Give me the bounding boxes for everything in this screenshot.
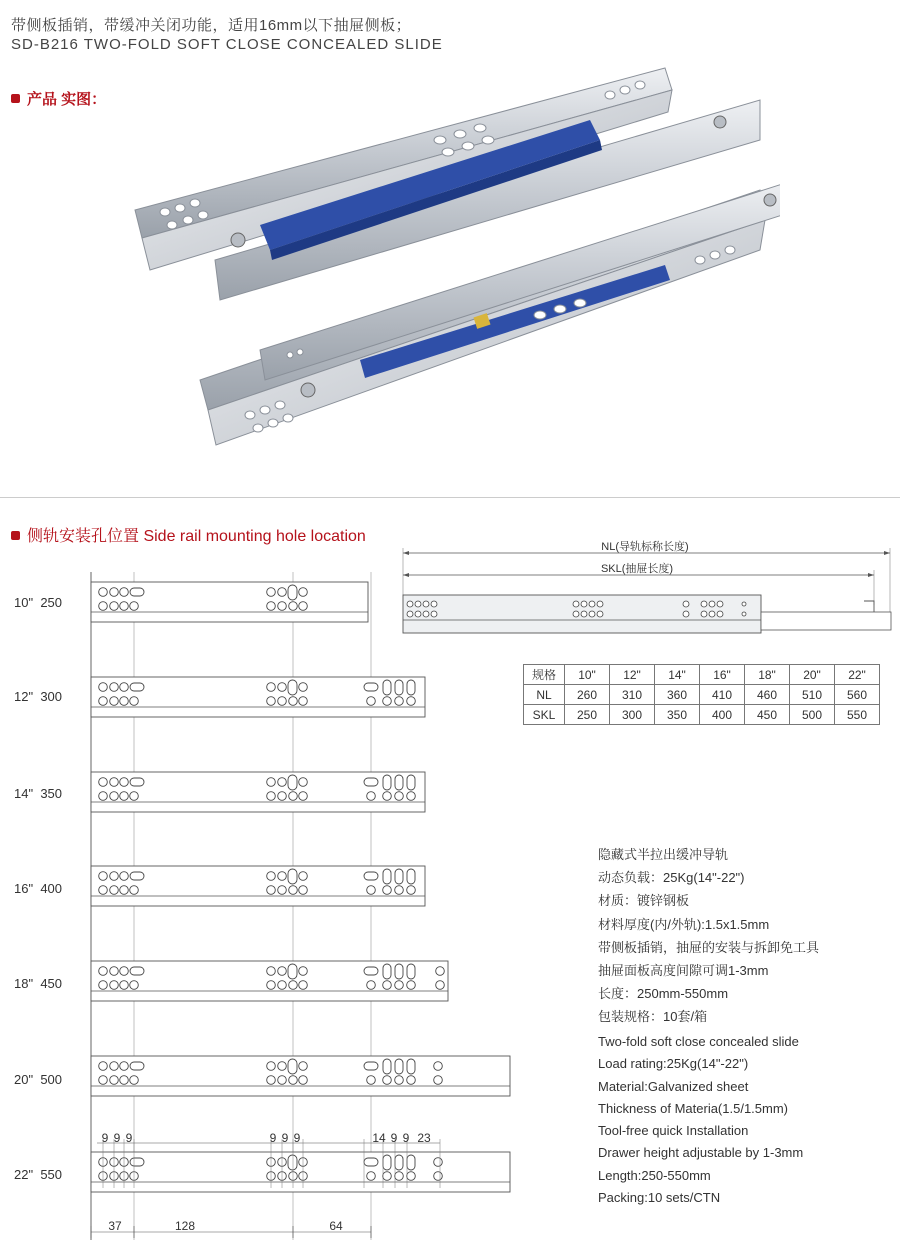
bullet-icon xyxy=(11,94,20,103)
mount-hole xyxy=(110,872,119,881)
mount-hole xyxy=(120,778,129,787)
mount-hole xyxy=(436,981,445,990)
table-cell: 250 xyxy=(565,705,610,725)
table-cell: 310 xyxy=(610,685,655,705)
mount-hole xyxy=(99,872,108,881)
spec-line: 隐藏式半拉出缓冲导轨 xyxy=(598,847,729,862)
dim-label: 128 xyxy=(174,1219,196,1233)
product-photo xyxy=(120,60,780,480)
mount-slot xyxy=(383,964,391,979)
spec-line: 动态负载：25Kg(14"-22") xyxy=(598,870,745,886)
mount-hole xyxy=(383,697,392,706)
mount-hole xyxy=(110,697,119,706)
mount-hole xyxy=(299,792,308,801)
mount-hole xyxy=(99,792,108,801)
mount-hole xyxy=(99,778,108,787)
spec-line: Two-fold soft close concealed slide xyxy=(598,1034,799,1049)
mount-hole xyxy=(299,588,308,597)
mount-slot xyxy=(130,967,144,975)
spec-table xyxy=(523,664,880,725)
rail-label-22: 22" 550 xyxy=(14,1167,63,1182)
mount-hole xyxy=(289,981,298,990)
spec-line: Packing:10 sets/CTN xyxy=(598,1190,721,1206)
dim-label: 9 xyxy=(113,1131,121,1145)
mount-slot xyxy=(407,964,415,979)
table-cell: 560 xyxy=(835,685,880,705)
mount-hole xyxy=(278,1076,287,1085)
mount-hole xyxy=(110,886,119,895)
mount-hole xyxy=(120,602,129,611)
mount-hole xyxy=(110,792,119,801)
table-cell: 12" xyxy=(610,665,655,685)
mount-hole xyxy=(299,1076,308,1085)
table-header-row xyxy=(524,665,880,685)
mount-hole xyxy=(278,602,287,611)
mount-hole xyxy=(99,967,108,976)
mount-hole xyxy=(299,697,308,706)
mount-slot xyxy=(288,680,297,695)
mount-slot xyxy=(395,1059,403,1074)
mount-hole xyxy=(278,683,287,692)
mount-slot xyxy=(407,1155,415,1170)
mount-hole xyxy=(120,886,129,895)
title-en: SD-B216 TWO-FOLD SOFT CLOSE CONCEALED SLIDE xyxy=(11,36,443,53)
mount-hole xyxy=(407,697,416,706)
mount-hole xyxy=(267,792,276,801)
mount-slot xyxy=(395,964,403,979)
mount-hole xyxy=(130,1076,139,1085)
table-cell: 22" xyxy=(835,665,880,685)
mount-slot xyxy=(130,778,144,786)
mount-hole xyxy=(267,683,276,692)
dim-label: 9 xyxy=(281,1131,289,1145)
mount-hole xyxy=(120,981,129,990)
mount-hole xyxy=(299,778,308,787)
title-cn: 带侧板插销，带缓冲关闭功能，适用16mm以下抽屉侧板； xyxy=(11,17,412,34)
mount-slot xyxy=(364,1062,378,1070)
mount-slot xyxy=(288,585,297,600)
mount-hole xyxy=(267,981,276,990)
mount-slot xyxy=(288,1059,297,1074)
mount-hole xyxy=(120,683,129,692)
mount-slot xyxy=(395,1155,403,1170)
rail-label-16: 16" 400 xyxy=(14,881,63,896)
mount-hole xyxy=(130,792,139,801)
spec-line: Length:250-550mm xyxy=(598,1167,711,1183)
mount-hole xyxy=(278,792,287,801)
table-cell: 450 xyxy=(745,705,790,725)
mount-slot xyxy=(130,872,144,880)
spec-line: Load rating:25Kg(14"-22") xyxy=(598,1056,749,1072)
table-cell: NL xyxy=(524,685,565,705)
mount-hole xyxy=(383,981,392,990)
mount-hole xyxy=(120,697,129,706)
mount-hole xyxy=(434,1062,443,1071)
mount-slot xyxy=(407,775,415,790)
mount-hole xyxy=(110,1062,119,1071)
table-cell: 360 xyxy=(655,685,700,705)
mount-hole xyxy=(278,778,287,787)
mount-hole xyxy=(434,1076,443,1085)
mount-hole xyxy=(436,967,445,976)
mount-slot xyxy=(383,775,391,790)
mount-hole xyxy=(407,1172,416,1181)
mount-hole xyxy=(110,588,119,597)
mount-hole xyxy=(110,778,119,787)
dim-label: 9 xyxy=(125,1131,133,1145)
dim-label: 9 xyxy=(293,1131,301,1145)
mount-hole xyxy=(99,588,108,597)
mount-hole xyxy=(120,967,129,976)
mount-slot xyxy=(364,872,378,880)
mount-hole xyxy=(299,602,308,611)
table-cell: 20" xyxy=(790,665,835,685)
mount-slot xyxy=(130,1062,144,1070)
mount-slot xyxy=(383,1059,391,1074)
mount-hole xyxy=(130,981,139,990)
mount-hole xyxy=(110,602,119,611)
mount-hole xyxy=(289,792,298,801)
mount-hole xyxy=(120,588,129,597)
mount-slot xyxy=(288,964,297,979)
table-cell: 510 xyxy=(790,685,835,705)
mount-hole xyxy=(120,792,129,801)
mount-hole xyxy=(99,981,108,990)
section-divider xyxy=(0,497,900,498)
mount-hole xyxy=(395,1172,404,1181)
table-cell: 18" xyxy=(745,665,790,685)
mount-hole xyxy=(407,792,416,801)
mount-slot xyxy=(383,869,391,884)
table-row xyxy=(524,685,880,705)
mount-hole xyxy=(99,1062,108,1071)
bullet-icon xyxy=(11,531,20,540)
mount-hole xyxy=(278,981,287,990)
spec-line: 包装规格：10套/箱 xyxy=(598,1009,708,1025)
mount-hole xyxy=(130,886,139,895)
mount-hole xyxy=(383,792,392,801)
table-cell: 550 xyxy=(835,705,880,725)
table-cell: 10" xyxy=(565,665,610,685)
mount-hole xyxy=(367,697,376,706)
spec-line: 带侧板插销，抽屉的安装与拆卸免工具 xyxy=(598,939,820,955)
spec-line: 长度：250mm-550mm xyxy=(598,986,729,1002)
mount-hole xyxy=(407,1076,416,1085)
mount-hole xyxy=(267,697,276,706)
mount-hole xyxy=(289,602,298,611)
mount-hole xyxy=(99,1076,108,1085)
dim-label: 9 xyxy=(390,1131,398,1145)
mount-hole xyxy=(278,967,287,976)
mount-hole xyxy=(267,967,276,976)
mount-hole xyxy=(395,886,404,895)
specs-cn xyxy=(598,843,819,1029)
dim-label: 64 xyxy=(329,1219,343,1233)
table-cell: 260 xyxy=(565,685,610,705)
mount-slot xyxy=(288,1155,297,1170)
mount-hole xyxy=(299,967,308,976)
mount-hole xyxy=(278,697,287,706)
mount-hole xyxy=(299,981,308,990)
mount-hole xyxy=(267,778,276,787)
mount-hole xyxy=(267,872,276,881)
spec-line: Drawer height adjustable by 1-3mm xyxy=(598,1145,804,1161)
table-cell: 500 xyxy=(790,705,835,725)
mount-hole xyxy=(383,886,392,895)
side-length-diagram xyxy=(398,545,898,640)
mount-hole xyxy=(367,1172,376,1181)
mount-hole xyxy=(267,1062,276,1071)
mount-hole xyxy=(289,886,298,895)
mount-hole xyxy=(120,1062,129,1071)
mount-hole xyxy=(299,683,308,692)
nl-label: NL(导轨标称长度) xyxy=(601,541,689,553)
mount-hole xyxy=(383,1076,392,1085)
mount-hole xyxy=(130,602,139,611)
mount-hole xyxy=(110,1076,119,1085)
mount-hole xyxy=(367,981,376,990)
spec-line: 抽屉面板高度间隙可调1-3mm xyxy=(598,963,769,979)
mount-slot xyxy=(364,778,378,786)
table-cell: 16" xyxy=(700,665,745,685)
mount-hole xyxy=(120,872,129,881)
mount-slot xyxy=(395,869,403,884)
mount-hole xyxy=(289,697,298,706)
mount-hole xyxy=(299,1062,308,1071)
mount-slot xyxy=(407,1059,415,1074)
spec-line: 材质：镀锌钢板 xyxy=(598,893,690,909)
table-cell: 410 xyxy=(700,685,745,705)
spec-line: Tool-free quick Installation xyxy=(598,1123,749,1139)
dim-label: 9 xyxy=(269,1131,277,1145)
skl-label: SKL(抽屉长度) xyxy=(600,563,674,575)
rail-label-12: 12" 300 xyxy=(14,689,63,704)
table-cell: 14" xyxy=(655,665,700,685)
table-cell: SKL xyxy=(524,705,565,725)
mount-hole xyxy=(110,683,119,692)
section-photo-title: 产品 实图： xyxy=(27,91,107,108)
table-cell: 460 xyxy=(745,685,790,705)
mount-slot xyxy=(130,588,144,596)
dim-label: 9 xyxy=(101,1131,109,1145)
mount-hole xyxy=(395,1076,404,1085)
table-cell: 350 xyxy=(655,705,700,725)
dim-label: 23 xyxy=(417,1131,431,1145)
table-row xyxy=(524,705,880,725)
mount-hole xyxy=(278,886,287,895)
mount-hole xyxy=(267,602,276,611)
dim-label: 37 xyxy=(108,1219,122,1233)
mount-hole xyxy=(267,588,276,597)
mount-hole xyxy=(267,1076,276,1085)
mount-hole xyxy=(289,1076,298,1085)
mount-slot xyxy=(364,1158,378,1166)
table-cell: 300 xyxy=(610,705,655,725)
section-holes-heading xyxy=(11,523,366,546)
mount-slot xyxy=(364,683,378,691)
mount-slot xyxy=(130,1158,144,1166)
mount-hole xyxy=(395,697,404,706)
rail-label-20: 20" 500 xyxy=(14,1072,63,1087)
specs-en xyxy=(598,1031,803,1209)
mount-hole xyxy=(383,1172,392,1181)
mount-hole xyxy=(110,967,119,976)
mount-hole xyxy=(407,981,416,990)
rail-label-14: 14" 350 xyxy=(14,786,63,801)
mount-hole xyxy=(130,697,139,706)
mount-hole xyxy=(278,588,287,597)
mount-slot xyxy=(364,967,378,975)
mount-hole xyxy=(99,602,108,611)
mount-hole xyxy=(110,981,119,990)
rail-label-18: 18" 450 xyxy=(14,976,63,991)
mount-hole xyxy=(434,1158,443,1167)
section-photo-heading xyxy=(11,88,106,109)
spec-line: Material:Galvanized sheet xyxy=(598,1078,749,1094)
dim-label: 9 xyxy=(402,1131,410,1145)
mount-slot xyxy=(395,775,403,790)
mount-slot xyxy=(130,683,144,691)
mount-slot xyxy=(288,869,297,884)
mount-slot xyxy=(288,775,297,790)
mount-hole xyxy=(434,1172,443,1181)
mount-slot xyxy=(383,1155,391,1170)
mount-hole xyxy=(395,792,404,801)
table-cell: 400 xyxy=(700,705,745,725)
mount-hole xyxy=(99,683,108,692)
table-cell: 规格 xyxy=(524,665,565,685)
mount-hole xyxy=(267,886,276,895)
spec-line: Thickness of Materia(1.5/1.5mm) xyxy=(598,1100,789,1116)
mount-hole xyxy=(395,981,404,990)
rail-label-10: 10" 250 xyxy=(14,595,63,610)
section-holes-title: 侧轨安装孔位置 Side rail mounting hole location xyxy=(27,528,366,545)
mount-hole xyxy=(407,886,416,895)
mount-slot xyxy=(407,869,415,884)
spec-line: 材料厚度(内/外轨):1.5x1.5mm xyxy=(598,916,770,932)
mount-hole xyxy=(120,1076,129,1085)
mount-slot xyxy=(383,680,391,695)
mount-hole xyxy=(99,697,108,706)
mount-slot xyxy=(407,680,415,695)
mount-hole xyxy=(367,886,376,895)
mount-hole xyxy=(99,886,108,895)
mount-hole xyxy=(367,1076,376,1085)
mount-hole xyxy=(278,1062,287,1071)
dim-label: 14 xyxy=(372,1131,386,1145)
mount-hole xyxy=(299,886,308,895)
mount-hole xyxy=(367,792,376,801)
mount-hole xyxy=(299,872,308,881)
mount-slot xyxy=(395,680,403,695)
mount-hole xyxy=(278,872,287,881)
